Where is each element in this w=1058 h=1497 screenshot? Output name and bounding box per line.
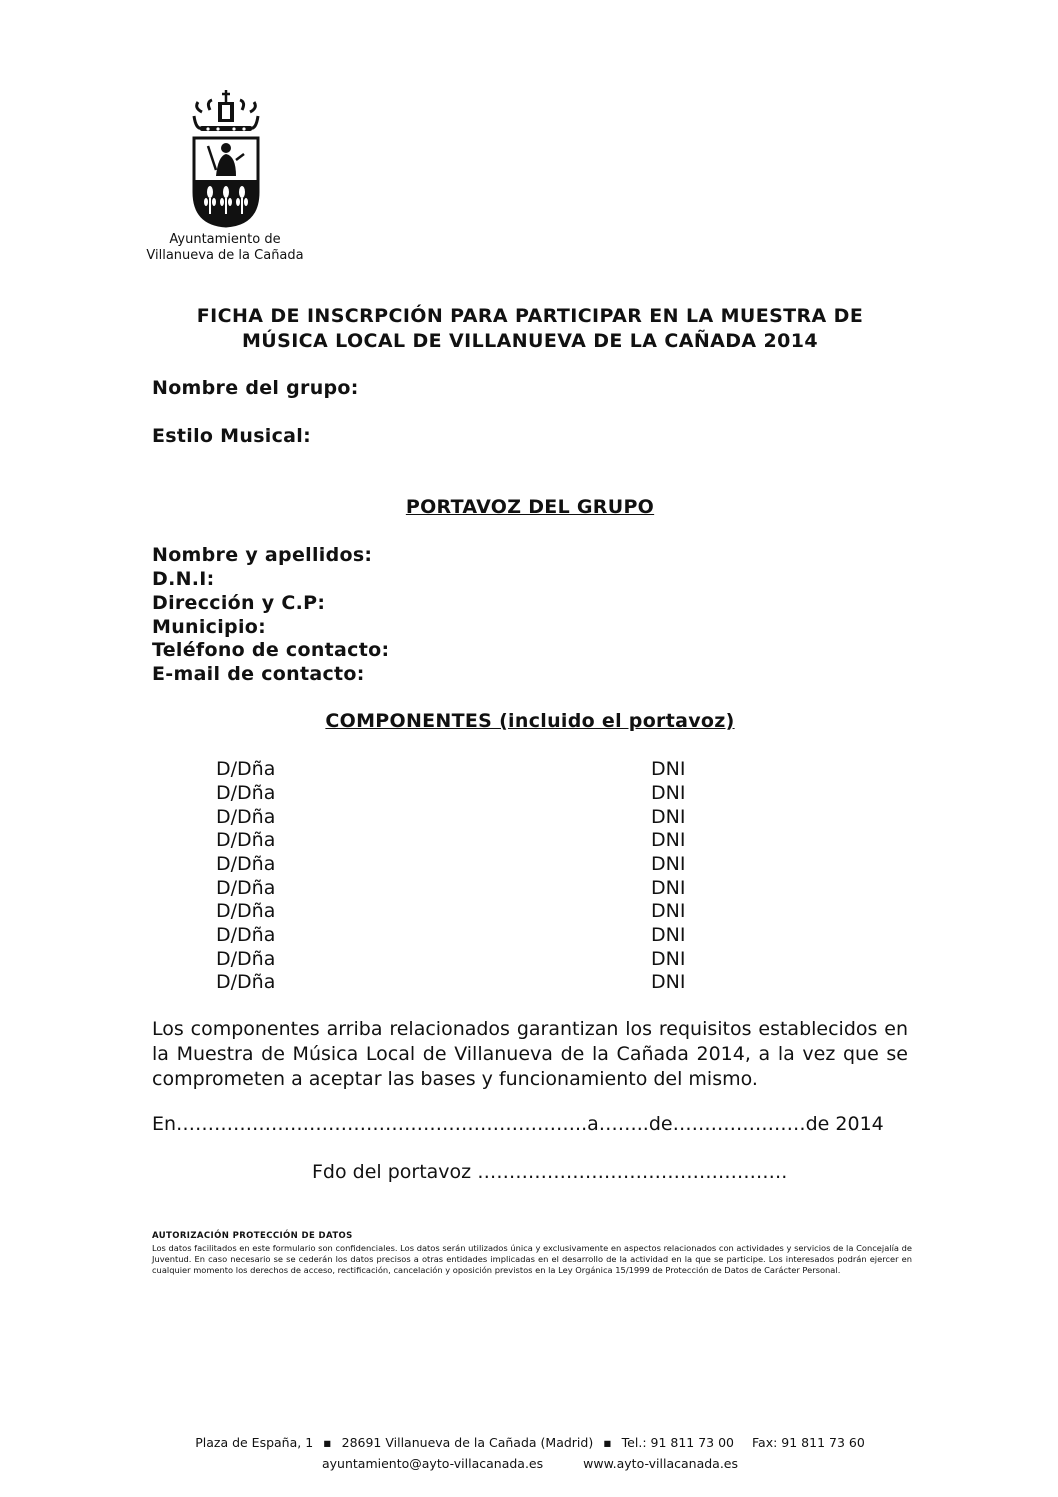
component-dni-label: DNI [651, 853, 686, 875]
phone-label: Teléfono de contacto: [152, 639, 390, 661]
footer-phone: Tel.: 91 811 73 00 [621, 1435, 735, 1450]
component-row [216, 757, 696, 781]
component-name-label: D/Dña [216, 829, 276, 851]
signature-line: Fdo del portavoz …………………………………………. [312, 1161, 788, 1183]
place-date-line: En………………………………………………………..a……..de…………………de 2014 [152, 1113, 884, 1135]
component-name-label: D/Dña [216, 877, 276, 899]
component-name-label: D/Dña [216, 806, 276, 828]
component-name-label: D/Dña [216, 971, 276, 993]
privacy-title: AUTORIZACIÓN PROTECCIÓN DE DATOS [152, 1231, 353, 1241]
component-dni-label: DNI [651, 948, 686, 970]
declaration-paragraph: Los componentes arriba relacionados garantizan los requisitos establecidos en la Muestra de Música Local de Villanueva de la Cañada 2014, a la vez que se comprometen a aceptar las bases y funcionamiento del mismo. [152, 1018, 908, 1090]
component-dni-label: DNI [651, 900, 686, 922]
footer-email-link[interactable]: ayuntamiento@ayto-villacanada.es [321, 1456, 544, 1471]
footer-separator: ▪ [603, 1435, 612, 1450]
footer-fax: Fax: 91 811 73 60 [752, 1435, 865, 1450]
dni-label: D.N.I: [152, 568, 215, 590]
component-row [216, 805, 696, 829]
municipality-label: Municipio: [152, 616, 267, 638]
component-dni-label: DNI [651, 782, 686, 804]
footer-separator: ▪ [323, 1435, 332, 1450]
footer-contact-line [140, 1434, 920, 1452]
group-name-label: Nombre del grupo: [152, 377, 359, 399]
component-row [216, 781, 696, 805]
component-row [216, 899, 696, 923]
address-label: Dirección y C.P: [152, 592, 326, 614]
components-heading: COMPONENTES (incluido el portavoz) [325, 710, 735, 732]
component-name-label: D/Dña [216, 948, 276, 970]
component-row [216, 947, 696, 971]
component-name-label: D/Dña [216, 782, 276, 804]
form-title-line1: FICHA DE INSCRPCIÓN PARA PARTICIPAR EN LA MUESTRA DE [196, 305, 864, 327]
component-dni-label: DNI [651, 829, 686, 851]
footer-address: Plaza de España, 1 [195, 1435, 314, 1450]
component-name-label: D/Dña [216, 900, 276, 922]
music-style-label: Estilo Musical: [152, 425, 312, 447]
component-row [216, 923, 696, 947]
email-label: E-mail de contacto: [152, 663, 365, 685]
component-row [216, 852, 696, 876]
component-dni-label: DNI [651, 806, 686, 828]
component-dni-label: DNI [651, 924, 686, 946]
component-row [216, 828, 696, 852]
org-name-line2: Villanueva de la Cañada [146, 248, 304, 263]
footer-website-link[interactable]: www.ayto-villacanada.es [583, 1456, 738, 1471]
footer-web-line [140, 1455, 920, 1473]
component-name-label: D/Dña [216, 853, 276, 875]
privacy-text: Los datos facilitados en este formulario son confidenciales. Los datos serán utilizados única y exclusivamente en aspectos relacionados con actividades y servicios de la Concejalía de Juventud. En caso necesario se se cederán los datos precisos a otras entidades implicadas en el desarrollo de la actividad en la que se participe. Los interesados podrán ejercer en cualquier momento los derechos de acceso, rectificación, cancelación y oposición previstos en la Ley Orgánica 15/1999 de Protección de Datos de Carácter Personal. [152, 1243, 912, 1275]
component-dni-label: DNI [651, 971, 686, 993]
form-title-line2: MÚSICA LOCAL DE VILLANUEVA DE LA CAÑADA 2014 [241, 330, 819, 352]
org-name-line1: Ayuntamiento de [169, 232, 281, 247]
coat-of-arms-logo [188, 88, 264, 228]
component-dni-label: DNI [651, 877, 686, 899]
component-row [216, 876, 696, 900]
component-name-label: D/Dña [216, 758, 276, 780]
full-name-label: Nombre y apellidos: [152, 544, 373, 566]
spokesperson-heading: PORTAVOZ DEL GRUPO [405, 496, 655, 518]
component-name-label: D/Dña [216, 924, 276, 946]
footer-city: 28691 Villanueva de la Cañada (Madrid) [341, 1435, 594, 1450]
component-dni-label: DNI [651, 758, 686, 780]
component-row [216, 970, 696, 994]
